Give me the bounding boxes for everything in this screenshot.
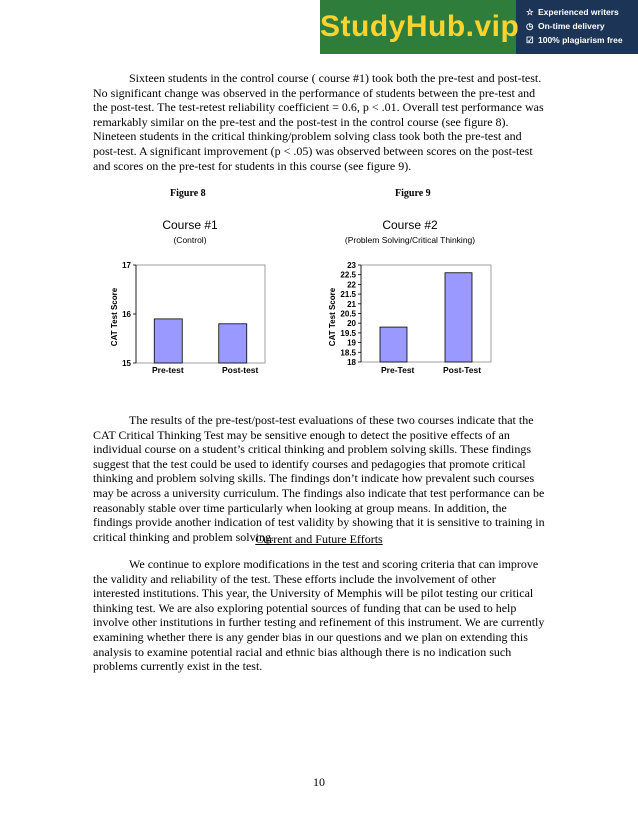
- figure-9-label: Figure 9: [395, 188, 431, 199]
- figure-8-label: Figure 8: [170, 188, 206, 199]
- promo-banner[interactable]: [320, 0, 638, 54]
- bar-post-test: [219, 324, 247, 363]
- chart-2-subtitle: (Problem Solving/Critical Thinking): [344, 235, 476, 245]
- x-tick-label: Post-test: [222, 365, 259, 375]
- y-tick-label: 15: [122, 359, 131, 368]
- y-tick-label: 20.5: [340, 309, 356, 319]
- chart-1-xlabels: [100, 365, 280, 379]
- banner-feature-item: [526, 33, 623, 47]
- bar-post-test: [445, 273, 472, 362]
- y-tick-label: 18: [347, 358, 356, 367]
- x-tick-label: Pre-test: [152, 365, 184, 375]
- banner-feature-text: 100% plagiarism free: [538, 35, 623, 45]
- y-tick-label: 17: [122, 261, 131, 270]
- y-tick-label: 23: [347, 261, 356, 270]
- clock-icon: ◷: [526, 21, 534, 31]
- y-tick-label: 18.5: [340, 348, 356, 358]
- banner-feature-list: [526, 5, 623, 47]
- y-axis-label: CAT Test Score: [328, 287, 337, 347]
- y-tick-label: 20: [347, 319, 356, 329]
- banner-feature-text: Experienced writers: [538, 7, 619, 17]
- bar-pre-test: [380, 327, 407, 362]
- y-tick-label: 22.5: [340, 270, 356, 280]
- paragraph-future-efforts: We continue to explore modifications in the test and scoring criteria that can improve the validity and reliability of the test. These efforts include the involvement of other interested institutions. This year, the University of Memphis will be pilot testing our critical thinking test. We are also exploring potential sources of funding that can be used to help involve other institutions in further testing and refinement of this instrument. We are currently examining whether there is any gender bias in our questions and we plan on extending this analysis to examine potential racial and ethnic bias although there is no indication such problems currently exist in the test.: [93, 557, 545, 674]
- chart-course-2: [320, 255, 500, 365]
- y-tick-label: 21.5: [340, 290, 356, 300]
- x-tick-label: Post-Test: [443, 365, 482, 375]
- bar-pre-test: [154, 319, 182, 363]
- section-heading: Current and Future Efforts: [255, 532, 383, 546]
- check-icon: ☑: [526, 35, 534, 45]
- banner-feature-text: On-time delivery: [538, 21, 605, 31]
- chart-2-xlabels: [320, 365, 500, 379]
- y-tick-label: 16: [122, 310, 131, 319]
- chart-1-subtitle: (Control): [173, 235, 207, 245]
- chart-2-title: Course #2: [382, 218, 438, 232]
- x-tick-label: Pre-Test: [381, 365, 415, 375]
- star-icon: ☆: [526, 7, 534, 17]
- page-number: 10: [313, 775, 325, 789]
- banner-feature-item: [526, 19, 623, 33]
- y-axis-label: CAT Test Score: [110, 287, 119, 347]
- y-tick-label: 19: [347, 338, 356, 348]
- y-tick-label: 21: [347, 299, 356, 309]
- chart-1-title: Course #1: [162, 218, 218, 232]
- paragraph-results: The results of the pre-test/post-test evaluations of these two courses indicate that the CAT Critical Thinking Test may be sensitive enough to detect the positive effects of an individual course on a student’s critical thinking and problem solving skills. These findings suggest that the test could be used to identify courses and pedagogies that promote critical thinking and problem solving skills. The findings don’t indicate how prevalent such courses may be across a university curriculum. The findings also indicate that test performance can be reasonably stable over time particularly when looking at group means. In addition, the findings provide another indication of test validity by showing that it is sensitive to training in critical thinking and problem solving.: [93, 413, 545, 544]
- y-tick-label: 22: [347, 280, 356, 290]
- banner-feature-item: [526, 5, 623, 19]
- chart-course-1: [100, 255, 280, 368]
- paragraph-control-course: Sixteen students in the control course ( course #1) took both the pre-test and post-test. No significant change was observed in the performance of students between the pre-test and the post-test. The test-retest reliability coefficient = 0.6, p < .01. Overall test performance was remarkably similar on the pre-test and the post-test in the control course (see figure 8). Nineteen students in the critical thinking/problem solving class took both the pre-test and post-test. A significant improvement (p < .05) was observed between scores on the post-test and scores on the pre-test for students in this course (see figure 9).: [93, 71, 544, 173]
- studyhub-logo[interactable]: StudyHub.vip: [320, 0, 516, 54]
- y-tick-label: 19.5: [340, 328, 356, 338]
